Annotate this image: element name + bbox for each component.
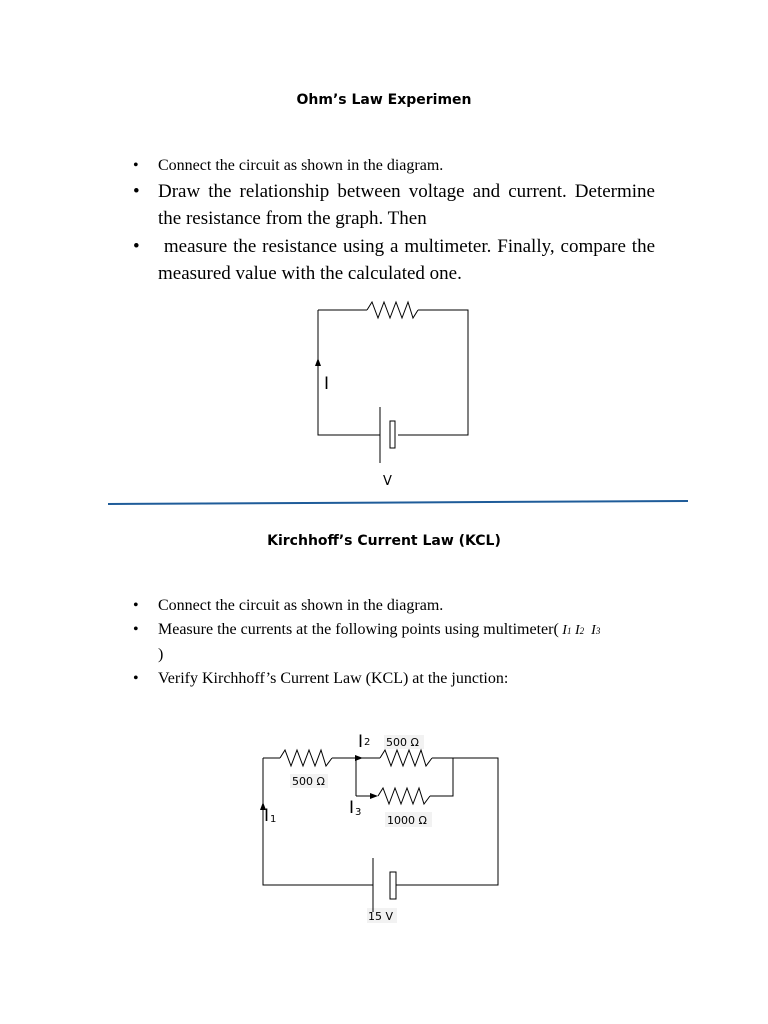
resistor-icon: [280, 750, 332, 766]
list-item: [133, 178, 655, 232]
ohm-voltage-label: V: [383, 474, 392, 489]
ohm-step-2: Draw the relationship between voltage and current. Determine the resistance from the graph. Then: [158, 181, 655, 229]
bullet-icon: •: [133, 181, 140, 202]
kcl-steps-list: [133, 594, 655, 691]
ohm-step-3: measure the resistance using a multimeter. Finally, compare the measured value with the calculated one.: [158, 236, 660, 284]
bullet-icon: •: [133, 597, 139, 614]
list-item: [133, 233, 660, 287]
resistor-icon: [378, 788, 430, 804]
kcl-step-1: Connect the circuit as shown in the diagram.: [158, 597, 444, 614]
battery-short-plate: [390, 421, 395, 448]
ohm-circuit-diagram: [300, 290, 490, 490]
current-var-i2: I2: [574, 623, 585, 638]
ohm-step-1: Connect the circuit as shown in the diagram.: [158, 157, 444, 174]
bullet-icon: •: [133, 157, 139, 174]
ohm-wire: [398, 310, 468, 435]
ohm-wire: [318, 310, 380, 435]
list-item: [133, 667, 655, 691]
r-bottom-label: 1000 Ω: [387, 814, 427, 827]
r-left-label: 500 Ω: [292, 775, 325, 788]
current-arrow-icon: [315, 358, 321, 366]
list-item: [133, 594, 655, 618]
ohm-title: Ohm’s Law Experimen: [296, 92, 472, 108]
list-item: [133, 154, 655, 178]
bullet-icon: •: [133, 236, 140, 257]
i2-label: I2: [358, 732, 371, 752]
resistor-icon: [380, 750, 432, 766]
bullet-icon: •: [133, 621, 139, 638]
kcl-step-2: Measure the currents at the following points using multimeter( I1 I2 I3 ): [158, 621, 601, 663]
current-var-i1: I1: [562, 623, 572, 638]
bullet-icon: •: [133, 670, 139, 687]
kcl-circuit-diagram: [250, 720, 510, 930]
resistor-icon: [367, 302, 418, 318]
current-arrow-icon: [370, 793, 378, 799]
kcl-wire: [430, 758, 453, 796]
i3-label: I3: [349, 798, 362, 818]
r-top-label: 500 Ω: [386, 736, 419, 749]
i1-label: I1: [264, 806, 277, 826]
source-label: 15 V: [368, 910, 394, 923]
kcl-title: Kirchhoff’s Current Law (KCL): [267, 533, 501, 549]
battery-short-plate: [390, 872, 396, 899]
kcl-step-3: Verify Kirchhoff’s Current Law (KCL) at the junction:: [158, 670, 509, 687]
ohm-current-label: I: [324, 374, 330, 394]
current-var-i3: I3: [591, 623, 601, 638]
current-arrow-icon: [355, 755, 363, 761]
list-item: [133, 618, 655, 667]
section-divider: [108, 500, 688, 506]
ohm-steps-list: [133, 154, 660, 287]
